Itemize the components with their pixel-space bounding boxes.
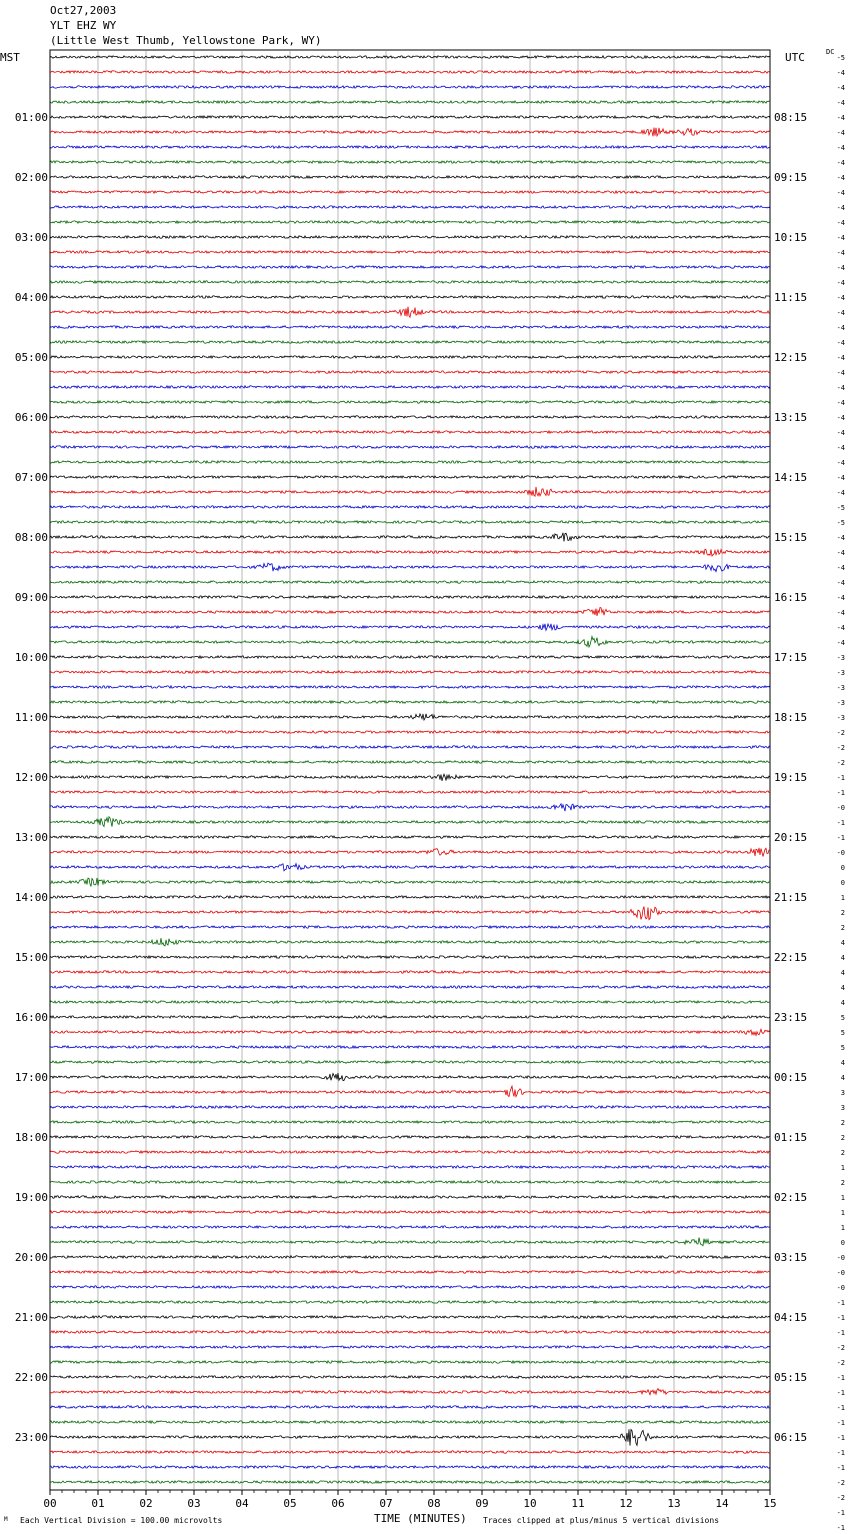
mst-hour-label: 13:00 — [14, 831, 48, 844]
dc-offset-value: -3 — [836, 654, 845, 662]
dc-offset-value: -4 — [836, 219, 845, 227]
trace-row-73 — [50, 1151, 770, 1153]
trace-row-50 — [50, 804, 770, 811]
trace-row-54 — [50, 864, 770, 871]
trace-row-20 — [50, 356, 770, 358]
dc-offset-value: -1 — [836, 1509, 845, 1517]
mst-hour-label: 20:00 — [14, 1251, 48, 1264]
trace-row-26 — [50, 446, 770, 448]
dc-offset-value: 4 — [840, 999, 845, 1007]
dc-offset-value: -4 — [836, 354, 845, 362]
utc-hour-label: 12:15 — [774, 351, 808, 364]
trace-row-72 — [50, 1136, 770, 1138]
trace-row-34 — [50, 563, 770, 572]
trace-row-71 — [50, 1121, 770, 1123]
trace-row-66 — [50, 1046, 770, 1048]
dc-offset-value: -4 — [836, 129, 845, 137]
dc-offset-value: 5 — [840, 1029, 845, 1037]
trace-row-23 — [50, 401, 770, 403]
trace-row-19 — [50, 341, 770, 343]
dc-offset-value: -4 — [836, 279, 845, 287]
trace-row-28 — [50, 476, 770, 478]
utc-hour-label: 01:15 — [774, 1131, 808, 1144]
trace-row-65 — [50, 1029, 770, 1035]
trace-row-45 — [50, 731, 770, 733]
mst-hour-label: 06:00 — [14, 411, 48, 424]
dc-offset-title: DC — [826, 48, 835, 56]
dc-offset-value: -5 — [836, 54, 845, 62]
x-tick-label: 08 — [427, 1497, 441, 1510]
mst-hour-label: 12:00 — [14, 771, 48, 784]
trace-row-91 — [50, 1421, 770, 1423]
trace-row-21 — [50, 371, 770, 373]
dc-offset-value: -2 — [836, 744, 845, 752]
dc-offset-value: -4 — [836, 489, 845, 497]
dc-offset-value: -2 — [836, 1344, 845, 1352]
trace-row-63 — [50, 1001, 770, 1003]
dc-offset-value: -1 — [836, 1524, 845, 1532]
trace-row-77 — [50, 1211, 770, 1213]
dc-offset-value: -5 — [836, 504, 845, 512]
dc-offset-value: 0 — [840, 879, 845, 887]
mst-hour-label: 10:00 — [14, 651, 48, 664]
dc-offset-value: 1 — [840, 1194, 845, 1202]
trace-row-53 — [50, 848, 770, 857]
trace-row-95 — [50, 1481, 770, 1483]
dc-offset-value: -4 — [836, 144, 845, 152]
x-tick-label: 10 — [523, 1497, 537, 1510]
trace-row-17 — [50, 307, 770, 318]
x-tick-label: 13 — [667, 1497, 681, 1510]
dc-offset-value: -4 — [836, 534, 845, 542]
utc-hour-label: 21:15 — [774, 891, 808, 904]
trace-row-8 — [50, 176, 770, 178]
utc-hour-label: 23:15 — [774, 1011, 808, 1024]
dc-offset-value: -4 — [836, 609, 845, 617]
trace-row-57 — [50, 907, 770, 920]
trace-row-7 — [50, 161, 770, 163]
trace-row-22 — [50, 386, 770, 388]
utc-hour-label: 06:15 — [774, 1431, 808, 1444]
trace-row-68 — [50, 1073, 770, 1081]
trace-row-80 — [50, 1256, 770, 1258]
trace-row-13 — [50, 251, 770, 253]
trace-row-88 — [50, 1376, 770, 1378]
trace-row-74 — [50, 1166, 770, 1168]
footer-marker: M — [4, 1516, 8, 1523]
dc-offset-value: -4 — [836, 294, 845, 302]
trace-row-60 — [50, 956, 770, 958]
dc-offset-value: 4 — [840, 939, 845, 947]
x-tick-label: 01 — [91, 1497, 105, 1510]
dc-offset-value: 5 — [840, 1044, 845, 1052]
trace-row-41 — [50, 671, 770, 673]
trace-row-85 — [50, 1331, 770, 1333]
dc-offset-value: -4 — [836, 234, 845, 242]
trace-row-81 — [50, 1271, 770, 1273]
utc-hour-label: 20:15 — [774, 831, 808, 844]
utc-hour-label: 03:15 — [774, 1251, 808, 1264]
dc-offset-value: -1 — [836, 1419, 845, 1427]
dc-offset-value: 0 — [840, 1239, 845, 1247]
trace-row-0 — [50, 56, 770, 58]
utc-hour-label: 19:15 — [774, 771, 808, 784]
dc-offset-value: -3 — [836, 699, 845, 707]
trace-row-40 — [50, 656, 770, 658]
dc-offset-value: -4 — [836, 204, 845, 212]
dc-offset-value: 1 — [840, 1224, 845, 1232]
dc-offset-value: 2 — [840, 924, 845, 932]
dc-offset-value: -3 — [836, 714, 845, 722]
mst-hour-label: 04:00 — [14, 291, 48, 304]
mst-hour-label: 22:00 — [14, 1371, 48, 1384]
mst-hour-label: 21:00 — [14, 1311, 48, 1324]
station-date: Oct27,2003 — [50, 4, 117, 17]
trace-row-55 — [50, 878, 770, 887]
trace-row-89 — [50, 1389, 770, 1395]
mst-hour-label: 17:00 — [14, 1071, 48, 1084]
trace-row-27 — [50, 461, 770, 463]
dc-offset-value: -3 — [836, 669, 845, 677]
trace-row-82 — [50, 1286, 770, 1288]
dc-offset-value: -4 — [836, 69, 845, 77]
plot-frame — [50, 50, 770, 1490]
seismic-traces — [50, 56, 770, 1483]
station-channel: YLT EHZ WY — [50, 19, 117, 32]
utc-hour-label: 00:15 — [774, 1071, 808, 1084]
trace-row-76 — [50, 1196, 770, 1198]
trace-row-33 — [50, 549, 770, 556]
trace-row-35 — [50, 581, 770, 583]
trace-row-14 — [50, 266, 770, 268]
minute-gridlines — [50, 50, 770, 1490]
dc-offset-value: -4 — [836, 249, 845, 257]
dc-offset-value: -0 — [836, 1284, 845, 1292]
dc-offset-value: -2 — [836, 729, 845, 737]
trace-row-67 — [50, 1061, 770, 1063]
mst-hour-label: 23:00 — [14, 1431, 48, 1444]
dc-offset-value: 4 — [840, 954, 845, 962]
mst-hour-label: 03:00 — [14, 231, 48, 244]
dc-offset-value: -1 — [836, 819, 845, 827]
trace-row-90 — [50, 1406, 770, 1408]
trace-row-75 — [50, 1181, 770, 1183]
dc-offset-value: -4 — [836, 459, 845, 467]
dc-offset-value: -4 — [836, 639, 845, 647]
trace-row-11 — [50, 221, 770, 223]
dc-offset-value: 1 — [840, 1209, 845, 1217]
dc-offset-value: -2 — [836, 1359, 845, 1367]
mst-hour-label: 08:00 — [14, 531, 48, 544]
trace-row-36 — [50, 596, 770, 598]
trace-row-43 — [50, 701, 770, 703]
x-tick-label: 00 — [43, 1497, 57, 1510]
trace-row-69 — [50, 1086, 770, 1096]
x-tick-label: 06 — [331, 1497, 345, 1510]
dc-offset-value: -4 — [836, 414, 845, 422]
trace-row-37 — [50, 608, 770, 617]
trace-row-24 — [50, 416, 770, 418]
dc-offset-value: 3 — [840, 1089, 845, 1097]
trace-row-84 — [50, 1316, 770, 1318]
utc-hour-label: 13:15 — [774, 411, 808, 424]
dc-offset-value: -0 — [836, 1254, 845, 1262]
dc-offset-value: -4 — [836, 189, 845, 197]
trace-row-32 — [50, 533, 770, 542]
dc-offset-value: -1 — [836, 1389, 845, 1397]
dc-offset-value: -4 — [836, 384, 845, 392]
dc-offset-value: -4 — [836, 84, 845, 92]
utc-hour-label: 18:15 — [774, 711, 808, 724]
x-axis-label: TIME (MINUTES) — [374, 1512, 467, 1525]
trace-row-61 — [50, 971, 770, 973]
trace-row-48 — [50, 774, 770, 781]
utc-hour-label: 09:15 — [774, 171, 808, 184]
dc-offset-value: -1 — [836, 789, 845, 797]
trace-row-79 — [50, 1238, 770, 1246]
trace-row-78 — [50, 1226, 770, 1228]
dc-offset-value: -0 — [836, 804, 845, 812]
dc-offset-value: -1 — [836, 1434, 845, 1442]
dc-offset-value: -1 — [836, 1299, 845, 1307]
dc-offset-value: 3 — [840, 1104, 845, 1112]
dc-offset-value: -1 — [836, 834, 845, 842]
mst-hour-label: 02:00 — [14, 171, 48, 184]
dc-offset-value: 1 — [840, 1164, 845, 1172]
trace-row-16 — [50, 296, 770, 298]
dc-offset-value: -4 — [836, 309, 845, 317]
mst-hour-label: 09:00 — [14, 591, 48, 604]
trace-row-86 — [50, 1346, 770, 1348]
x-tick-label: 05 — [283, 1497, 297, 1510]
dc-offset-value: -2 — [836, 759, 845, 767]
dc-offset-value: 2 — [840, 1149, 845, 1157]
dc-offset-value: -4 — [836, 549, 845, 557]
dc-offset-value: -4 — [836, 114, 845, 122]
trace-row-49 — [50, 791, 770, 793]
mst-hour-label: 11:00 — [14, 711, 48, 724]
dc-offset-value: 1 — [840, 894, 845, 902]
dc-offset-value: -3 — [836, 684, 845, 692]
x-tick-label: 15 — [763, 1497, 777, 1510]
trace-row-1 — [50, 71, 770, 73]
utc-hour-label: 10:15 — [774, 231, 808, 244]
x-tick-label: 07 — [379, 1497, 393, 1510]
trace-row-2 — [50, 86, 770, 88]
trace-row-6 — [50, 146, 770, 148]
utc-hour-label: 05:15 — [774, 1371, 808, 1384]
dc-offset-value: -4 — [836, 99, 845, 107]
trace-row-93 — [50, 1451, 770, 1453]
trace-row-59 — [50, 938, 770, 946]
x-tick-label: 02 — [139, 1497, 153, 1510]
station-location: (Little West Thumb, Yellowstone Park, WY) — [50, 34, 322, 47]
dc-offset-value: -4 — [836, 174, 845, 182]
dc-offset-value: -1 — [836, 774, 845, 782]
dc-offset-value: -1 — [836, 1329, 845, 1337]
dc-offset-value: -1 — [836, 1464, 845, 1472]
dc-offset-value: 4 — [840, 969, 845, 977]
dc-offset-value: -4 — [836, 624, 845, 632]
trace-row-56 — [50, 896, 770, 898]
dc-offset-value: -4 — [836, 264, 845, 272]
dc-offset-value: -4 — [836, 399, 845, 407]
trace-row-3 — [50, 101, 770, 103]
trace-row-51 — [50, 817, 770, 827]
dc-offset-value: 2 — [840, 1134, 845, 1142]
dc-offset-value: 4 — [840, 1074, 845, 1082]
utc-hour-label: 02:15 — [774, 1191, 808, 1204]
mst-axis-title: MST — [0, 51, 20, 64]
dc-offset-value: -4 — [836, 474, 845, 482]
trace-row-44 — [50, 714, 770, 720]
trace-row-47 — [50, 761, 770, 763]
dc-offset-value: -4 — [836, 369, 845, 377]
trace-row-25 — [50, 431, 770, 433]
utc-hour-label: 08:15 — [774, 111, 808, 124]
mst-hour-label: 01:00 — [14, 111, 48, 124]
trace-row-94 — [50, 1466, 770, 1468]
dc-offset-value: -1 — [836, 1314, 845, 1322]
x-tick-label: 14 — [715, 1497, 729, 1510]
trace-row-29 — [50, 487, 770, 496]
trace-row-92 — [50, 1429, 770, 1445]
dc-offset-value: 0 — [840, 864, 845, 872]
dc-offset-value: -4 — [836, 579, 845, 587]
dc-offset-value: -2 — [836, 1494, 845, 1502]
scale-note: Each Vertical Division = 100.00 microvolts — [20, 1516, 223, 1525]
trace-row-18 — [50, 326, 770, 328]
dc-offset-value: -0 — [836, 1269, 845, 1277]
hour-labels — [15, 54, 845, 1534]
dc-offset-value: 2 — [840, 1179, 845, 1187]
dc-offset-value: -4 — [836, 564, 845, 572]
trace-row-15 — [50, 281, 770, 283]
utc-hour-label: 16:15 — [774, 591, 808, 604]
utc-hour-label: 22:15 — [774, 951, 808, 964]
dc-offset-value: -4 — [836, 594, 845, 602]
utc-hour-label: 17:15 — [774, 651, 808, 664]
trace-row-38 — [50, 624, 770, 631]
dc-offset-value: -1 — [836, 1374, 845, 1382]
mst-hour-label: 07:00 — [14, 471, 48, 484]
dc-offset-value: -2 — [836, 1479, 845, 1487]
trace-row-46 — [50, 746, 770, 748]
trace-row-52 — [50, 836, 770, 838]
dc-offset-value: 4 — [840, 1059, 845, 1067]
x-tick-label: 04 — [235, 1497, 249, 1510]
x-tick-label: 12 — [619, 1497, 633, 1510]
dc-offset-value: -4 — [836, 444, 845, 452]
dc-offset-value: 5 — [840, 1014, 845, 1022]
x-tick-label: 03 — [187, 1497, 201, 1510]
trace-row-70 — [50, 1106, 770, 1108]
mst-hour-label: 14:00 — [14, 891, 48, 904]
trace-row-42 — [50, 686, 770, 688]
trace-row-10 — [50, 206, 770, 208]
trace-row-5 — [50, 128, 770, 137]
dc-offset-value: -4 — [836, 324, 845, 332]
dc-offset-value: -4 — [836, 429, 845, 437]
dc-offset-value: 4 — [840, 984, 845, 992]
dc-offset-value: -4 — [836, 339, 845, 347]
dc-offset-value: -4 — [836, 159, 845, 167]
dc-offset-value: -1 — [836, 1404, 845, 1412]
trace-row-87 — [50, 1361, 770, 1363]
trace-row-9 — [50, 191, 770, 193]
trace-row-58 — [50, 926, 770, 928]
utc-hour-label: 11:15 — [774, 291, 808, 304]
utc-axis-title: UTC — [785, 51, 805, 64]
mst-hour-label: 18:00 — [14, 1131, 48, 1144]
utc-hour-label: 15:15 — [774, 531, 808, 544]
dc-offset-value: -1 — [836, 1449, 845, 1457]
x-tick-label: 09 — [475, 1497, 489, 1510]
trace-row-83 — [50, 1301, 770, 1303]
dc-offset-value: 2 — [840, 1119, 845, 1127]
trace-row-64 — [50, 1016, 770, 1018]
x-tick-label: 11 — [571, 1497, 585, 1510]
time-axis — [43, 1490, 776, 1510]
dc-offset-value: 2 — [840, 909, 845, 917]
dc-offset-value: -5 — [836, 519, 845, 527]
utc-hour-label: 14:15 — [774, 471, 808, 484]
mst-hour-label: 15:00 — [14, 951, 48, 964]
trace-row-31 — [50, 521, 770, 523]
trace-row-62 — [50, 986, 770, 988]
mst-hour-label: 05:00 — [14, 351, 48, 364]
trace-row-30 — [50, 506, 770, 508]
dc-offset-value: -0 — [836, 849, 845, 857]
mst-hour-label: 19:00 — [14, 1191, 48, 1204]
clip-note: Traces clipped at plus/minus 5 vertical divisions — [483, 1516, 720, 1525]
trace-row-12 — [50, 236, 770, 238]
trace-row-39 — [50, 637, 770, 648]
utc-hour-label: 04:15 — [774, 1311, 808, 1324]
mst-hour-label: 16:00 — [14, 1011, 48, 1024]
trace-row-4 — [50, 116, 770, 118]
